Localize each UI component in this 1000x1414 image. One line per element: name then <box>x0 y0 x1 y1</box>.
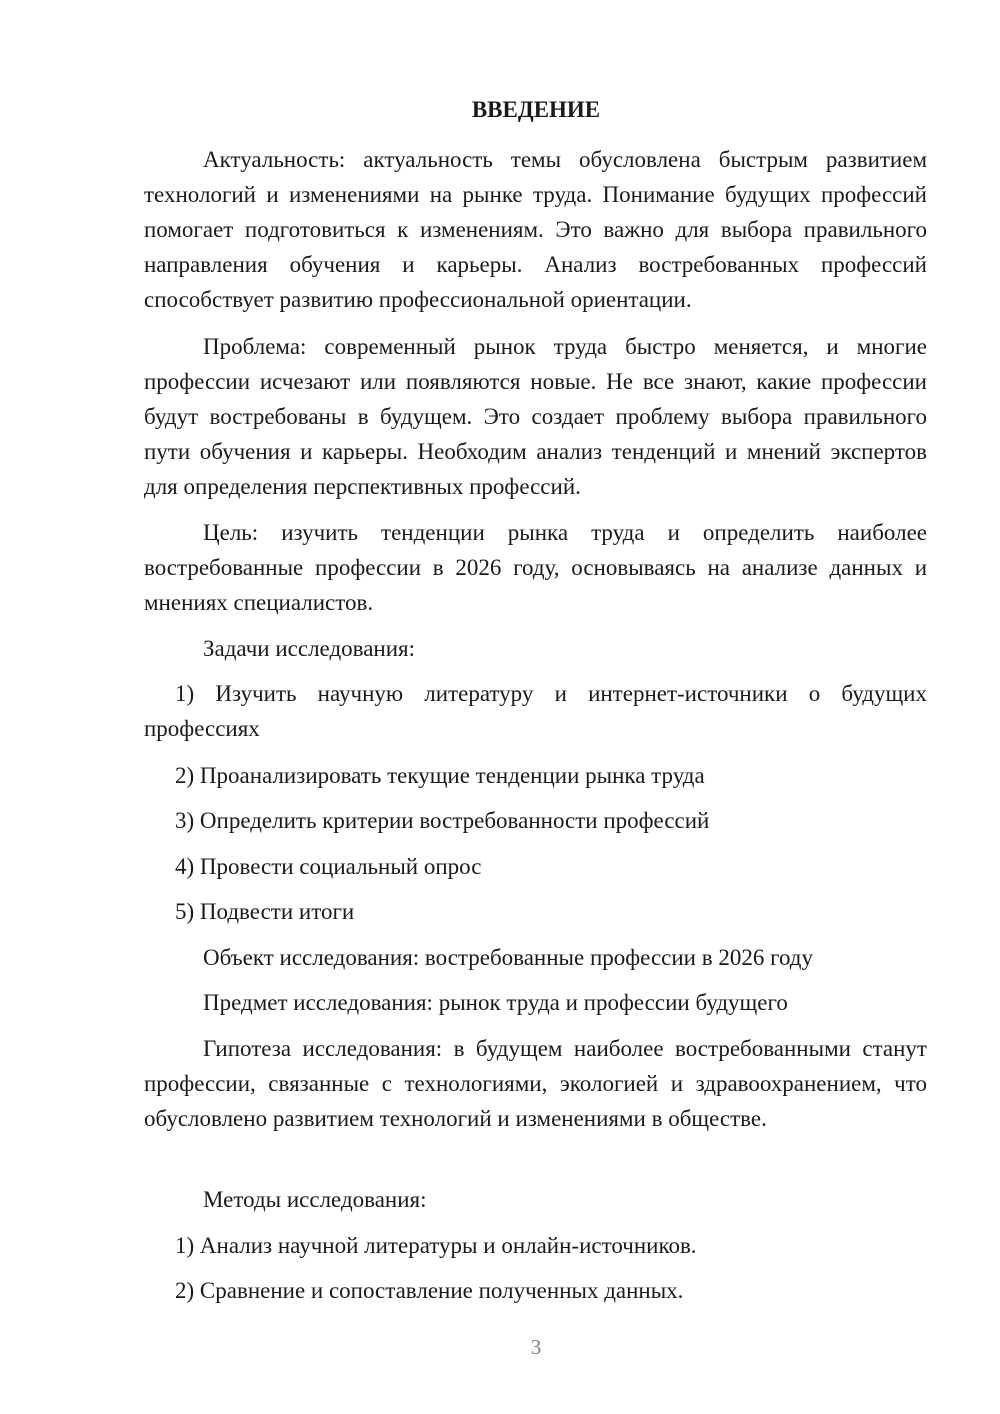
subject-line: Предмет исследования: рынок труда и профессии будущего <box>203 990 788 1015</box>
task-item-3: 3) Определить критерии востребованности профессий <box>175 808 710 833</box>
problem-text: Проблема: современный рынок труда быстро меняется, и многие профессии исчезают или появляются новые. Не все знают, какие профессии будут востребованы в будущем. Это создает проблему выбора правильного пути обучения и карьеры. Необходим анализ тенденций и мнений экспертов для определения перспективных профессий. <box>144 334 927 499</box>
methods-title: Методы исследования: <box>203 1187 427 1212</box>
task-item-2: 2) Проанализировать текущие тенденции рынка труда <box>175 763 705 788</box>
task-item-1 <box>144 676 927 746</box>
relevance-paragraph <box>144 142 927 317</box>
tasks-title: Задачи исследования: <box>203 636 416 661</box>
hypothesis-text: Гипотеза исследования: в будущем наиболее востребованными станут профессии, связанные с технологиями, экологией и здравоохранением, что обусловлено развитием технологий и изменениями в обществе. <box>144 1036 927 1131</box>
object-line: Объект исследования: востребованные профессии в 2026 году <box>203 945 813 970</box>
problem-paragraph <box>144 329 927 504</box>
method-item-2: 2) Сравнение и сопоставление полученных данных. <box>175 1278 684 1303</box>
section-heading: ВВЕДЕНИЕ <box>471 97 601 122</box>
task-item-5: 5) Подвести итоги <box>175 899 355 924</box>
hypothesis-paragraph <box>144 1031 927 1136</box>
task-item-1-text: 1) Изучить научную литературу и интернет-источники о будущих профессиях <box>144 681 927 741</box>
task-item-4: 4) Провести социальный опрос <box>175 854 482 879</box>
goal-text: Цель: изучить тенденции рынка труда и определить наиболее востребованные профессии в 2026 году, основываясь на анализе данных и мнениях специалистов. <box>144 520 927 615</box>
goal-paragraph <box>144 515 927 620</box>
relevance-text: Актуальность: актуальность темы обусловлена быстрым развитием технологий и изменениями на рынке труда. Понимание будущих профессий помогает подготовиться к изменениям. Это важно для выбора правильного направления обучения и карьеры. Анализ востребованных профессий способствует развитию профессиональной ориентации. <box>144 147 927 312</box>
method-item-1: 1) Анализ научной литературы и онлайн-источников. <box>175 1233 697 1258</box>
page-number: 3 <box>530 1335 542 1359</box>
